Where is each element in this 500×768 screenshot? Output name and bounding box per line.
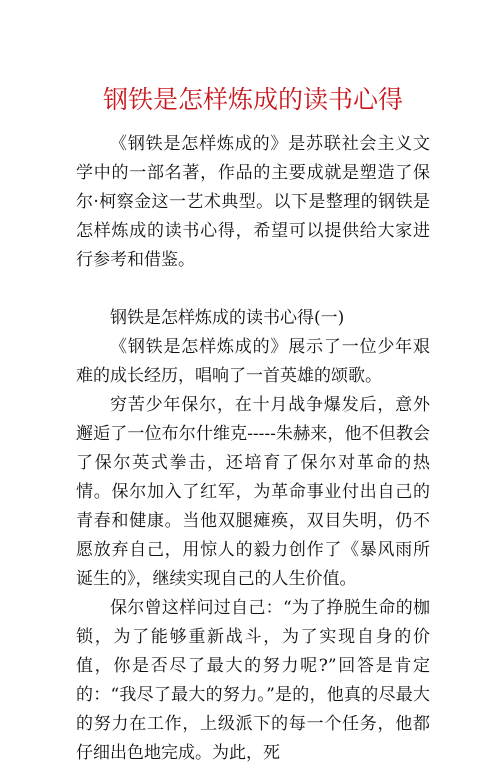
body-paragraph-3: 保尔曾这样问过自己：“为了挣脱生命的枷锁，为了能够重新战斗，为了实现自身的价值，你是否尽了最大的努力呢?”回答是肯定的：“我尽了最大的努力。”是的，他真的尽最大的努力在工作，上级派下的每一个任务，他都仔细出色地完成。为此，死: [76, 598, 430, 763]
document-title: 钢铁是怎样炼成的读书心得: [102, 85, 403, 114]
intro-paragraph: 《钢铁是怎样炼成的》是苏联社会主义文学中的一部名著，作品的主要成就是塑造了保尔·柯察金这一艺术典型。以下是整理的钢铁是怎样炼成的读书心得，希望可以提供给大家进行参考和借鉴。: [76, 134, 430, 270]
paragraph-gap: [76, 275, 430, 304]
body-paragraph-1: 《钢铁是怎样炼成的》展示了一位少年艰难的成长经历，唱响了一首英雄的颂歌。: [76, 337, 430, 386]
section-title: 钢铁是怎样炼成的读书心得(一): [110, 308, 345, 328]
body-paragraph-2: 穷苦少年保尔，在十月战争爆发后，意外邂逅了一位布尔什维克-----朱赫来，他不但教会了保尔英式拳击，还培育了保尔对革命的热情。保尔加入了红军，为革命事业付出自己的青春和健康。当他双腿瘫痪，双目失明，仍不愿放弃自己，用惊人的毅力创作了《暴风雨所诞生的》，继续实现自己的人生价值。: [76, 395, 430, 589]
